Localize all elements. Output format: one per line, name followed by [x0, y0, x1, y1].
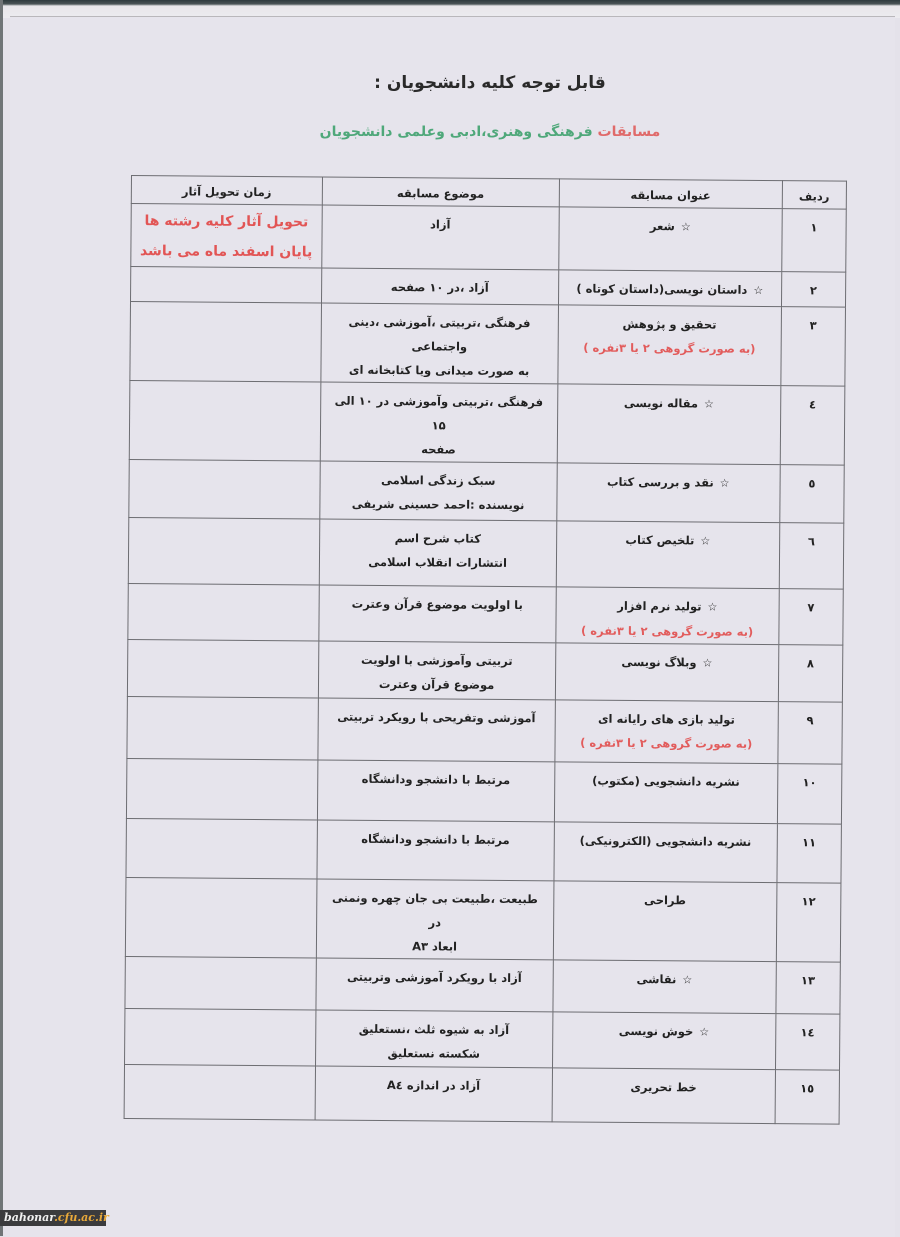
competitions-table-wrapper [124, 175, 847, 1125]
group-note: (به صورت گروهی ۲ یا ۳نفره ) [580, 623, 754, 639]
cell-row-no: ٥ [779, 465, 844, 524]
cell-topic [315, 1010, 553, 1068]
cell-delivery [125, 877, 316, 957]
competition-title: نشریه دانشجویی (الکترونیکی) [579, 833, 752, 849]
cell-delivery [129, 459, 320, 518]
competition-title: شعر [649, 219, 675, 234]
cell-delivery [125, 956, 316, 1009]
table-row [125, 877, 841, 962]
title-line [567, 213, 773, 240]
competitions-table [124, 175, 847, 1125]
header-topic: موضوع مسابقه [322, 177, 560, 207]
cell-topic [316, 820, 554, 881]
cell-title [558, 270, 781, 307]
topic-line: صفحه [421, 442, 456, 457]
cell-title [557, 463, 780, 523]
title-line [566, 390, 772, 417]
watermark-domain: .cfu.ac.ir [54, 1211, 109, 1224]
cell-delivery [127, 639, 318, 697]
table-row [124, 1064, 839, 1124]
cell-delivery [129, 380, 320, 460]
star-icon: ☆ [707, 600, 718, 614]
cell-topic [319, 519, 557, 587]
delivery-note-line: پایان اسفند ماه می باشد [139, 243, 313, 261]
competition-title: تلخیص کتاب [625, 532, 695, 548]
subtitle-green: فرهنگی وهنری،ادبی وعلمی دانشجویان [319, 124, 593, 140]
header-title: عنوان مسابقه [559, 179, 782, 209]
cell-topic [316, 879, 554, 960]
topic-line: مرتبط با دانشجو ودانشگاه [361, 831, 510, 847]
competition-title: طراحی [644, 893, 686, 908]
cell-delivery [126, 818, 317, 878]
competition-title: تحقیق و پژوهش [622, 316, 717, 332]
header-row-no: ردیف [782, 181, 847, 210]
table-row [129, 459, 844, 523]
table-row [131, 267, 846, 308]
topic-line: کتاب شرح اسم [394, 531, 482, 546]
topic-line: آموزشی وتفریحی با رویکرد تربیتی [337, 709, 536, 726]
table-row [131, 204, 846, 273]
topic-line: طبیعت ،طبیعت بی جان چهره ونمنی در [331, 890, 538, 930]
topic-line: آزاد ،در ۱۰ صفحه [390, 280, 489, 295]
competition-title: وبلاگ نویسی [621, 654, 697, 670]
cell-topic [321, 268, 559, 305]
topic-line: آزاد به شیوه ثلث ،نستعلیق [358, 1021, 510, 1037]
star-icon: ☆ [700, 534, 711, 548]
title-line [567, 311, 773, 337]
watermark [0, 1210, 109, 1226]
star-icon: ☆ [682, 973, 693, 987]
cell-title [552, 1012, 775, 1070]
topic-line: آزاد [430, 217, 451, 232]
cell-title [556, 587, 779, 645]
star-icon: ☆ [702, 656, 713, 670]
topic-line: نویسنده :احمد حسینی شریفی [351, 496, 525, 513]
topic-line: فرهنگی ،تربیتی ،آموزشی ،دینی واجتماعی [348, 314, 531, 354]
title-line [561, 1018, 767, 1045]
cell-delivery [128, 583, 319, 640]
topic-line: آزاد در اندازه A٤ [386, 1078, 481, 1093]
table-row [127, 696, 842, 764]
topic-line: موضوع قرآن وعترت [378, 676, 495, 692]
cell-delivery [127, 696, 318, 759]
cell-row-no: ۱۲ [776, 883, 841, 963]
watermark-site: bahonar [4, 1211, 55, 1224]
cell-topic [315, 1066, 553, 1122]
cell-row-no: ۳ [780, 307, 845, 387]
cell-row-no: ۱٤ [775, 1014, 840, 1071]
cell-title [553, 960, 776, 1014]
title-line [561, 1074, 767, 1100]
cell-topic [321, 205, 559, 270]
cell-title [555, 700, 778, 764]
cell-row-no: ۱ [781, 209, 846, 273]
topic-line: مرتبط با دانشجو ودانشگاه [361, 771, 511, 787]
cell-row-no: ۱٥ [775, 1070, 840, 1125]
cell-title [556, 521, 779, 589]
cell-delivery [131, 267, 322, 303]
cell-topic [320, 382, 558, 463]
competition-title: داستان نویسی(داستان کوتاه ) [576, 281, 748, 297]
title-line [564, 649, 770, 676]
cell-topic [318, 585, 556, 643]
competition-title: خوش نویسی [618, 1023, 694, 1039]
cell-title [557, 384, 780, 465]
cell-topic [319, 461, 557, 521]
title-line [561, 966, 767, 993]
cell-row-no: ۸ [778, 645, 843, 703]
page-title: قابل توجه کلیه دانشجویان : [374, 73, 606, 93]
competition-title: نقد و بررسی کتاب [606, 474, 714, 490]
cell-topic [318, 641, 556, 700]
table-row [128, 583, 843, 645]
topic-line: شکسته نستعلیق [387, 1046, 480, 1061]
header-delivery: زمان تحویل آثار [131, 176, 322, 205]
competition-title: تولید بازی های رایانه ای [597, 711, 735, 727]
star-icon: ☆ [719, 476, 730, 490]
topic-line: با اولویت موضوع قرآن وعترت [351, 596, 523, 613]
cell-title [558, 305, 781, 386]
cell-delivery [131, 204, 322, 268]
cell-row-no: ۱۳ [776, 962, 841, 1015]
cell-title [554, 822, 777, 883]
table-row [125, 956, 840, 1014]
table-row [128, 517, 843, 589]
cell-row-no: ۱۰ [777, 764, 842, 825]
table-row [129, 380, 845, 465]
star-icon: ☆ [699, 1025, 710, 1039]
cell-title [553, 881, 776, 962]
competition-title: نقاشی [636, 971, 677, 987]
star-icon: ☆ [753, 283, 764, 297]
cell-topic [317, 760, 555, 822]
table-row [125, 1008, 840, 1070]
cell-delivery [126, 758, 317, 819]
competition-title: مقاله نویسی [623, 395, 699, 411]
topic-line: آزاد با رویکرد آموزشی وتربیتی [346, 969, 522, 986]
title-line [567, 276, 773, 303]
group-note: (به صورت گروهی ۲ یا ۳نفره ) [583, 340, 756, 356]
cell-delivery [124, 1064, 315, 1119]
table-row [127, 639, 842, 702]
table-row [126, 818, 841, 883]
subtitle-red: مسابقات [597, 124, 661, 140]
title-line [564, 593, 770, 620]
cell-row-no: ۹ [777, 702, 842, 765]
cell-title [552, 1068, 775, 1124]
cell-delivery [125, 1008, 316, 1065]
cell-row-no: ۱۱ [777, 824, 842, 884]
table-row [130, 302, 846, 387]
page-subtitle [0, 124, 900, 140]
delivery-note-line: تحویل آثار کلیه رشته ها [144, 213, 309, 231]
cell-delivery [128, 517, 319, 584]
topic-line: به صورت میدانی ویا کتابخانه ای [348, 362, 530, 379]
cell-topic [315, 958, 553, 1012]
topic-line: انتشارات انقلاب اسلامی [368, 554, 508, 570]
cell-row-no: ۷ [778, 589, 843, 646]
competition-title: نشریه دانشجویی (مکتوب) [592, 773, 740, 789]
competition-title: خط تحریری [630, 1079, 697, 1095]
topic-line: فرهنگی ،تربیتی وآموزشی در ۱۰ الی ۱۵ [334, 393, 544, 433]
table-body [124, 204, 846, 1125]
title-line [565, 469, 771, 496]
title-line [563, 768, 769, 794]
cell-topic [317, 698, 555, 762]
title-line [562, 828, 768, 854]
cell-row-no: ۲ [781, 272, 846, 308]
cell-title [555, 643, 778, 702]
title-line [565, 527, 771, 554]
group-note: (به صورت گروهی ۲ یا ۳نفره ) [580, 735, 753, 751]
cell-row-no: ٦ [779, 523, 844, 590]
star-icon: ☆ [680, 220, 691, 234]
cell-title [554, 762, 777, 824]
cell-topic [320, 303, 558, 384]
title-line [562, 887, 768, 913]
star-icon: ☆ [704, 397, 715, 411]
topic-line: تربیتی وآموزشی با اولویت [361, 652, 513, 669]
scan-edge-left [0, 0, 3, 1236]
title-line [563, 706, 769, 732]
cell-delivery [130, 302, 321, 382]
cell-row-no: ٤ [780, 386, 845, 466]
topic-line: سبک زندگی اسلامی [380, 472, 496, 488]
topic-line: ابعاد A۳ [412, 939, 458, 954]
cell-title [559, 207, 782, 272]
table-row [126, 758, 841, 824]
competition-title: تولید نرم افزار [617, 598, 702, 614]
